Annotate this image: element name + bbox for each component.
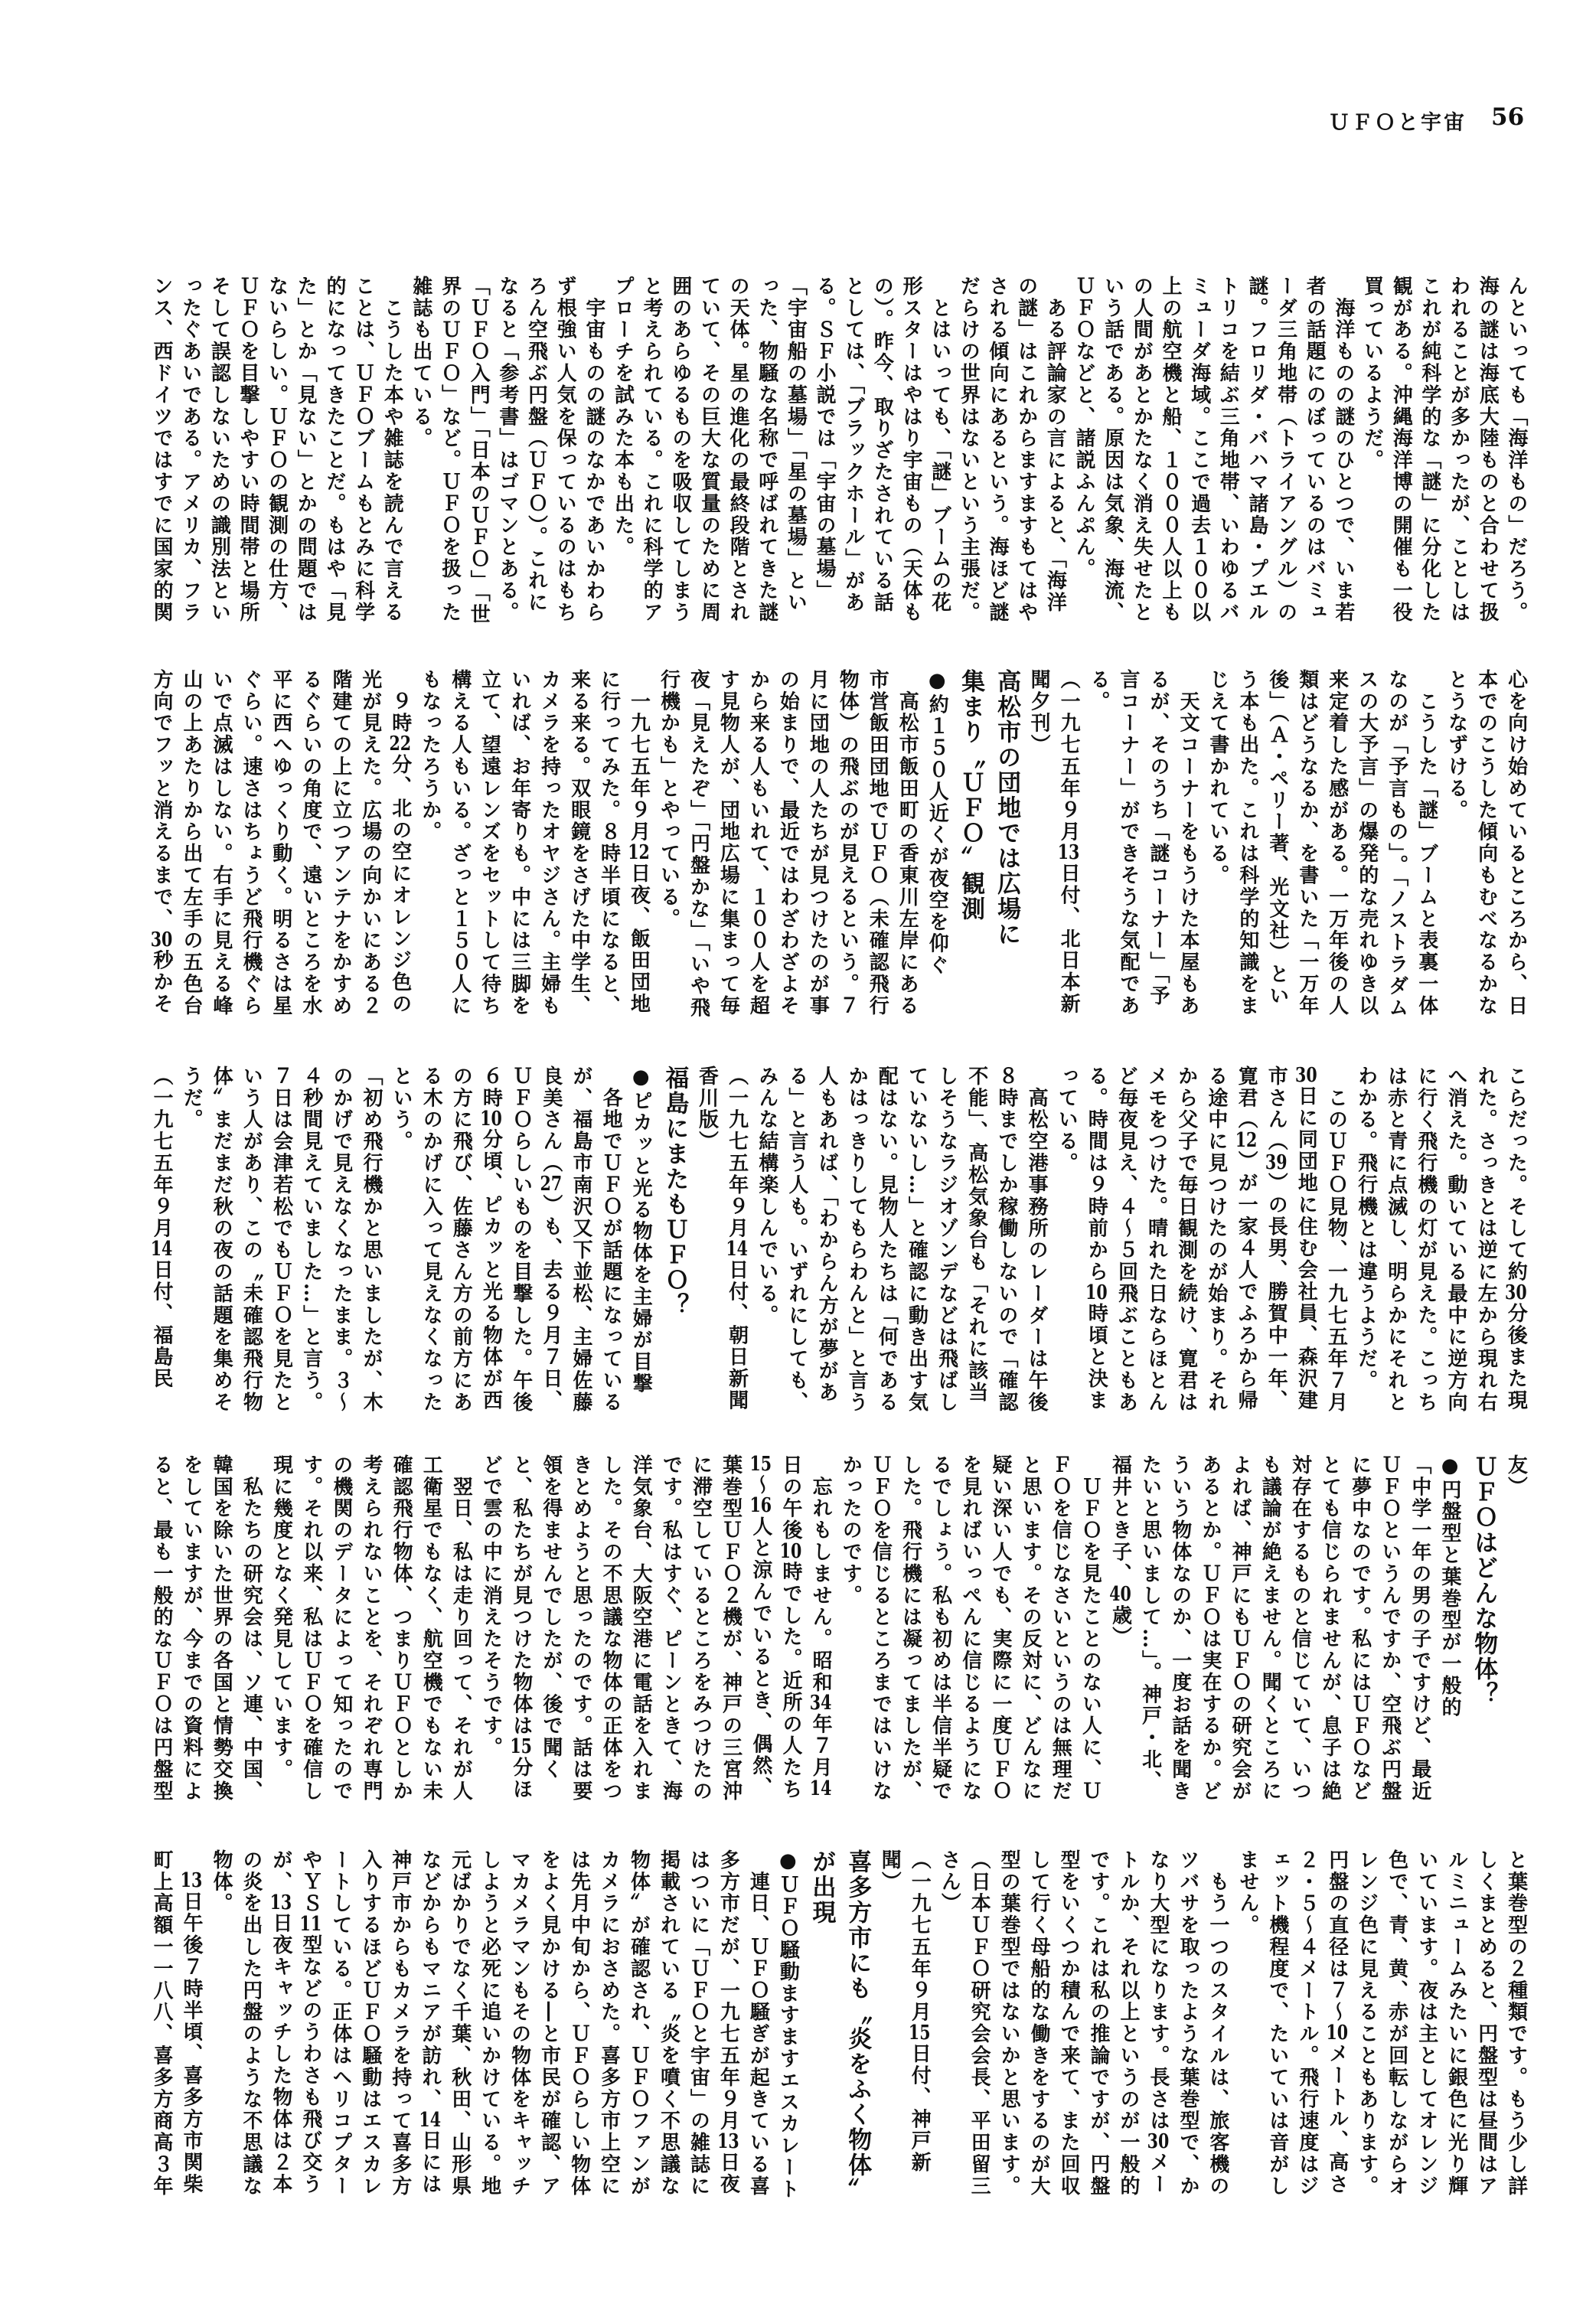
text-column: ●円盤型と葉巻型が一般的	[1438, 1454, 1462, 1718]
text-column: るでしょう。私も初めは半信半疑で	[929, 1454, 952, 1803]
text-column: す。それ以来、私はＵＦＯを確信し	[299, 1454, 323, 1803]
text-column: 来る来る。双眼鏡をさげた中学生、	[567, 669, 591, 1017]
text-column: 謎。フロリダ・バハマ諸島・プエル	[1245, 276, 1268, 624]
text-column: 葉巻型ＵＦＯ２機が、神戸の三宮沖	[719, 1454, 743, 1803]
number: 34	[809, 1693, 832, 1714]
text-column: ７日は会津若松でもＵＦＯを見たと	[269, 1065, 293, 1414]
text-column: る。	[1087, 669, 1111, 713]
number: 30	[150, 929, 173, 950]
number: 39	[1265, 1152, 1288, 1173]
text-column: る。時間は９時前から10時頃と決ま	[1085, 1065, 1108, 1411]
number: 14	[150, 1239, 173, 1260]
text-column: 30日に同団地に住む会社員、森沢建	[1294, 1065, 1318, 1411]
text-column: 物体〟が確認され、ＵＦＯファンが	[627, 1849, 651, 2198]
number: 30	[1505, 1283, 1527, 1303]
text-column: った、物騒な名称で呼ばれてきた謎	[755, 276, 778, 624]
text-column: ＵＦＯを目撃しやすい時間帯と場所	[236, 276, 259, 624]
text-column: トリコを結ぶ三角地帯、いわゆるバ	[1216, 276, 1240, 624]
text-column: なのが「予言もの」。「ノストラダム	[1385, 669, 1408, 1019]
text-column: はついに「ＵＦＯと宇宙」の雑誌に	[687, 1849, 710, 2198]
text-column: われることが多かったが、ことしは	[1447, 276, 1470, 624]
text-column: 現に幾度となく発見しています。	[269, 1454, 293, 1780]
text-column: ンス、西ドイツではすでに国家的関	[150, 276, 173, 624]
text-column: プローチを試みた本も出た。	[611, 276, 635, 559]
text-column: 聞夕刊）	[1027, 669, 1051, 756]
text-column: さん）	[938, 1849, 961, 1915]
number: 13	[717, 2132, 739, 2152]
text-column: としては、「ブラックホール」があ	[841, 276, 865, 614]
text-column: 本でのこうした傾向もむべなるかな	[1474, 669, 1498, 1017]
text-column: して行く母船的な働きをするのが大	[1027, 1849, 1051, 2198]
text-column: ことは、ＵＦＯブームもとみに科学	[351, 276, 375, 624]
text-column: う本も出た。これは科学的知識をま	[1235, 669, 1259, 1017]
text-column: 聞）	[878, 1849, 902, 1893]
text-column: マカメラマンもその物体をキャッチ	[508, 1849, 531, 2198]
text-column: だらけの世界はないという主張だ。	[957, 276, 981, 624]
section-heading: 喜多方市にも〝炎をふく物体〟	[844, 1849, 872, 2203]
number: 16	[749, 1496, 772, 1516]
text-column: る途中に見つけたのが始まり。それ	[1204, 1065, 1228, 1414]
text-column: す見物人が、団地広場に集まって毎	[716, 669, 740, 1017]
text-column: っている。	[1055, 1065, 1079, 1174]
number: 13	[269, 1892, 292, 1913]
text-column: ミューダ海域。ここで過去１００以	[1187, 276, 1211, 624]
text-column: るぐらいの角度で、遠いところを水	[299, 669, 322, 1017]
text-column: ９時22分、北の空にオレンジ色の	[388, 669, 412, 1016]
text-column: ど毎夜見え、４〜５回飛ぶこともあ	[1115, 1065, 1138, 1414]
text-column: しようと必死に追いかけている。地	[478, 1849, 501, 2198]
text-column: の）。昨今、取りざたされている話	[870, 276, 894, 614]
text-column: 形スターはやはり宇宙もの（天体も	[899, 276, 923, 624]
text-column: 確認飛行物体、つまりＵＦＯとしか	[390, 1454, 413, 1803]
text-column: が、福島市南沢又下並松、主婦佐藤	[569, 1065, 592, 1414]
text-column: 夜「見えたぞ」「円盤かな」「いや飛	[687, 669, 710, 1019]
number: 15	[510, 1737, 532, 1757]
text-column: ８時までしか稼働しないので「確認	[994, 1065, 1018, 1414]
text-column: 上の航空機と船、１０００人以上も	[1158, 276, 1182, 624]
text-column: なり大型になります。長さは30メー	[1146, 1849, 1170, 2196]
number: 13	[180, 1871, 203, 1891]
text-column: とうなずける。	[1444, 669, 1468, 821]
section-heading: 高松市の団地では広場に	[993, 669, 1021, 947]
text-column: 来定着した感がある。一万年後の人	[1325, 669, 1349, 1017]
text-column: んといっても「海洋もの」だろう。	[1504, 276, 1528, 624]
text-column: 配はない。見物人たちは「何である	[875, 1065, 899, 1414]
text-column: 者の話題にのぼっているのはバミュ	[1303, 276, 1327, 624]
text-column: に行く飛行機の灯が見えた。こっち	[1414, 1065, 1438, 1414]
text-column: ぐらい。速さはちょうど飛行機ぐら	[239, 669, 263, 1017]
text-column: から父子で毎日観測を続け、寛君は	[1174, 1065, 1198, 1414]
text-column: ると、最も一般的なＵＦＯは円盤型	[150, 1454, 173, 1803]
section-heading: が出現	[808, 1849, 836, 1925]
text-column: 的になってきたことだ。もはや「見	[322, 276, 346, 624]
text-column: 良美さん（27）も、去る９月７日、	[539, 1065, 563, 1411]
text-column: が、13日夜キャッチした物体は２本	[269, 1849, 292, 2196]
text-column: です。私はすぐ、ピーンときて、海	[659, 1454, 683, 1803]
text-column: 囲のあらゆるものを吸収してしまう	[668, 276, 692, 624]
text-column: 高松空港事務所のレーダーは午後	[1025, 1065, 1049, 1414]
text-column: のかげで見えなくなったまま。３〜	[329, 1065, 353, 1414]
text-column: 型の葉巻型ではないかと思います。	[997, 1849, 1021, 2198]
text-column: る」と言う人も。いずれにしても、	[785, 1065, 808, 1414]
text-column: 天文コーナーをもうけた本屋もあ	[1176, 669, 1199, 1017]
text-column: なると「参考書」はゴマンとある。	[495, 276, 519, 624]
text-column: スの大予言」の爆発的な売れゆき以	[1355, 669, 1379, 1017]
text-column: メモをつけた。晴れた日ならほとん	[1144, 1065, 1168, 1414]
section-heading: ＵＦＯはどんな物体？	[1470, 1454, 1498, 1707]
text-column: 洋気象台、大阪空港に電話を入れま	[629, 1454, 653, 1803]
text-column: じえて書かれている。	[1206, 669, 1229, 886]
text-column: した。飛行機には凝ってましたが、	[899, 1454, 922, 1803]
text-column: どで雲の中に消えたそうです。	[479, 1454, 503, 1759]
text-column: みんな結構楽しんでいる。	[755, 1065, 778, 1327]
text-column: そして誤認しないための識別法とい	[207, 276, 231, 624]
text-column: 買っているようだ。	[1360, 276, 1384, 472]
text-column: 市営飯田団地でＵＦＯ（未確認飛行	[866, 669, 889, 1017]
text-column: 忘れもしません。昭和34年７月14	[809, 1454, 833, 1799]
text-column: カメラを持ったオヤジさん。主婦も	[537, 669, 561, 1017]
text-column: よれば、神戸にもＵＦＯの研究会が	[1229, 1454, 1252, 1803]
text-column: ろん空飛ぶ円盤（ＵＦＯ）。これに	[524, 276, 548, 614]
text-column: も議論が絶えません。聞くところに	[1258, 1454, 1282, 1803]
number: 30	[1295, 1065, 1317, 1085]
number: 30	[1147, 2132, 1170, 2152]
text-column: ートしている。正体はヘリコプター	[328, 1849, 352, 2198]
text-column: 体〟まだまだ秋の夜の話題を集めそ	[210, 1065, 233, 1414]
text-column: るが、そのうち「謎コーナー」「予	[1146, 669, 1170, 1007]
number: 14	[419, 2110, 441, 2130]
text-column: る木のかげに入って見えなくなった	[419, 1065, 443, 1414]
text-column: をしていますが、今までの資料によ	[180, 1454, 204, 1803]
text-column: 言コーナー」ができそうな気配であ	[1117, 669, 1140, 1017]
text-column: このＵＦＯ見物、一九七五年７月	[1324, 1065, 1348, 1414]
text-column: いれば、お年寄りも。中には三脚を	[508, 669, 531, 1017]
text-column: と、私たちが見つけた物体は15分ほ	[509, 1454, 533, 1801]
text-column: 13日午後７時半頃、喜多方市関柴	[179, 1871, 203, 2196]
text-column: 構える人もいる。ざっと１５０人に	[448, 669, 472, 1017]
text-column: いで点滅はしない。右手に見える峰	[209, 669, 233, 1017]
text-column: 宇宙ものの謎のなかであいかわら	[582, 276, 605, 624]
text-column: 色で、青、黄、赤が回転しながらオ	[1385, 1849, 1408, 2198]
text-column: 行機かも」とやっている。	[657, 669, 681, 930]
text-column: 海の謎は海底大陸ものと合わせて扱	[1476, 276, 1500, 624]
text-column: 「初め飛行機かと思いましたが、木	[359, 1065, 383, 1414]
text-column: る。ＳＦ小説では「宇宙の墓場」	[813, 276, 837, 602]
text-column: ＵＦＯなどと、諸説ふんぷん。	[1072, 276, 1095, 580]
text-column: ●ＵＦＯ騒動ますますエスカレート	[776, 1849, 800, 2201]
text-column: ＦＯを信じなさいというのは無理だ	[1049, 1454, 1072, 1803]
number: 10	[779, 1541, 802, 1562]
text-column: へ消えた。動いている最中に逆方向	[1444, 1065, 1468, 1414]
text-column: ったぐあいである。アメリカ、フラ	[178, 276, 202, 624]
text-tier-4	[150, 1454, 1528, 1808]
text-column: に夢中なのです。私にはＵＦＯなど	[1348, 1454, 1372, 1803]
text-column: （一九七五年９月14日付、福島民	[150, 1065, 173, 1390]
text-column: うだ。	[180, 1065, 204, 1131]
text-column: ず根強い人気を保っているのはもち	[553, 276, 577, 624]
text-column: こらだった。そして約30分後また現	[1504, 1065, 1528, 1411]
text-tier-2	[150, 669, 1528, 1023]
text-column: ＵＦＯを信じるところまではいけな	[869, 1454, 893, 1803]
number: 10	[1326, 2023, 1349, 2044]
text-column: こうした「謎」ブームと表裏一体	[1415, 669, 1438, 1017]
number: 15	[749, 1454, 772, 1474]
text-column: ていないし…」と確認に動き出す気	[905, 1065, 929, 1414]
text-column: などからもマニアが訪れ、14日には	[418, 1849, 442, 2196]
text-column: 雑誌も出ている。	[409, 276, 432, 450]
text-column: ４秒間見えていました…」と言う。	[299, 1065, 323, 1414]
text-column: ●ピカッと光る物体を主婦が目撃	[629, 1065, 653, 1395]
text-column: をよく見かける―と市民が確認、ア	[537, 1849, 561, 2198]
text-column: 人もあれば、「わからん方が夢があ	[815, 1065, 839, 1404]
page-number: 56	[1491, 103, 1525, 131]
text-column: ６時10分頃、ピカッと光る物体が西	[479, 1065, 503, 1412]
text-column: 物体）の飛ぶのが見えるという。７	[836, 669, 860, 1017]
text-column: ＵＦＯを見たことのない人に、Ｕ	[1079, 1454, 1102, 1803]
number: 10	[1085, 1283, 1108, 1303]
text-column: に滞空しているところをみつけたの	[689, 1454, 713, 1803]
text-column: 光が見えた。広場の向かいにある２	[358, 669, 382, 1017]
text-column: 連日、ＵＦＯ騒ぎが起きている喜	[746, 1849, 770, 2198]
text-column: 後」（Ａ・ペリー著、光文社）とい	[1265, 669, 1289, 1007]
text-column: 領を得ませんでしたが、後で聞く	[539, 1454, 563, 1780]
text-column: ２・５〜４メートル。飛行速度はジ	[1295, 1849, 1319, 2198]
text-column: です。これは私の推論ですが、円盤	[1087, 1849, 1111, 2198]
text-column: 月に団地の人たちが見つけたのが事	[806, 669, 830, 1017]
text-column: 入りするほどＵＦＯ騒動はエスカレ	[358, 1849, 382, 2198]
text-column: 「宇宙船の墓場」「星の墓場」とい	[784, 276, 808, 614]
text-column: かったのです。	[839, 1454, 863, 1607]
text-column: の方に飛び、佐藤さん方の前方にあ	[449, 1065, 473, 1414]
text-column: かはっきりしてもらわんと」と言う	[845, 1065, 869, 1414]
text-column: ツバサを取ったような葉巻型で、か	[1176, 1849, 1199, 2198]
text-column: は先月中旬から、ＵＦＯらしい物体	[567, 1849, 591, 2198]
text-column: 各地でＵＦＯが話題になっている	[599, 1065, 623, 1414]
text-column: レンジ色に見えることもあります。	[1355, 1849, 1379, 2198]
text-column: た」とか「見ない」とかの問題では	[294, 276, 318, 624]
text-column: 疑い深い人でも、実際に一度ＵＦＯ	[988, 1454, 1012, 1803]
text-column: 物体。	[209, 1849, 233, 1915]
text-column: ●約１５０人近くが夜空を仰ぐ	[925, 669, 949, 977]
section-heading: 福島にまたもＵＦＯ？	[661, 1065, 689, 1318]
text-column: 平に西へゆっくり動く。明るさは星	[269, 669, 292, 1017]
text-column: 心を向け始めているところから、日	[1504, 669, 1528, 1017]
text-column: 友）	[1504, 1454, 1528, 1498]
text-column: から来る人もいれて、１００人を超	[746, 669, 770, 1017]
text-column: こうした本や雑誌を読んで言える	[380, 276, 404, 624]
text-column: の機関のデータによって知ったので	[329, 1454, 353, 1803]
running-header	[1329, 103, 1525, 135]
text-column: 工衛星でもなく、航空機でもない未	[419, 1454, 443, 1803]
number: 13	[1057, 843, 1080, 863]
text-column: 掲載されている〝炎を噴く不思議な	[657, 1849, 681, 2198]
number: 14	[726, 1239, 748, 1260]
text-column: 不能」、高松気象台も「それに該当	[964, 1065, 988, 1404]
text-column: 日の午後10時でした。近所の人たち	[778, 1454, 802, 1801]
text-column: 型をいくつか積んで来て、また回収	[1057, 1849, 1081, 2198]
text-column: とても信じられませんが、息子は絶	[1318, 1454, 1342, 1803]
text-column: 「中学一年の男の子ですけど、最近	[1408, 1454, 1431, 1803]
text-column: の炎を出した円盤のような不思議な	[239, 1849, 263, 2198]
text-column: ーダ三角地帯（トライアングル）の	[1274, 276, 1297, 624]
text-column: （一九七五年９月14日付、朝日新聞	[725, 1065, 749, 1412]
text-column: の始まりで、最近ではわざわざよそ	[776, 669, 800, 1017]
section-heading: 集まり〝ＵＦＯ〟観測	[957, 669, 985, 922]
text-column: 界のＵＦＯ」など。ＵＦＯを扱った	[438, 276, 462, 624]
text-column: 神戸市からもカメラを持って喜多方	[388, 1849, 412, 2198]
text-column: れた。さっきとは逆に左から現れ右	[1474, 1065, 1498, 1414]
text-column: 多方市だが、一九七五年９月13日夜	[716, 1849, 740, 2196]
number: 22	[389, 734, 412, 755]
text-column: ＵＦＯというんですか、空飛ぶ円盤	[1378, 1454, 1402, 1803]
text-tier-1	[150, 276, 1528, 629]
text-column: 一九七五年９月12日夜、飯田団地	[627, 669, 651, 1016]
text-column: しそうなラジオゾンデなどは飛ばし	[935, 1065, 958, 1414]
text-column: 円盤の直径は７〜10メートル、高さ	[1325, 1849, 1349, 2196]
text-column: の天体。星の進化の最終段階とされ	[726, 276, 750, 624]
number: 40	[1109, 1584, 1131, 1605]
text-column: しくまとめると、円盤型は昼間はア	[1474, 1849, 1498, 2198]
text-column: たいと思いまして…」。神戸・北、	[1138, 1454, 1162, 1793]
text-column: もう一つのスタイルは、旅客機の	[1206, 1849, 1229, 2198]
text-column: これが純科学的な「謎」に分化した	[1418, 276, 1441, 624]
text-column: 福井とき子、40歳）	[1108, 1454, 1132, 1649]
text-column: 山の上あたりから出て左手の五色台	[179, 669, 203, 1017]
text-column: と葉巻型の２種類です。もう少し詳	[1504, 1849, 1528, 2198]
text-column: 階建ての上に立つアンテナをかすめ	[328, 669, 352, 1017]
text-column: トルか、それ以上というのが一般的	[1117, 1849, 1140, 2198]
text-column: 考えられないことを、それぞれ専門	[359, 1454, 383, 1803]
text-column: ルミニュームみたいに銀色に光り輝	[1444, 1849, 1468, 2198]
text-column: ません。	[1235, 1849, 1259, 1937]
text-column: 市さん（39）の長男、勝賀中一年、	[1265, 1065, 1288, 1412]
text-column: いう人があり、この〝未確認飛行物	[240, 1065, 263, 1414]
text-column: と考えられている。これに科学的ア	[640, 276, 664, 624]
text-column: 類はどうなるか、を書いた「一万年	[1295, 669, 1319, 1017]
text-column: （日本ＵＦＯ研究会会長、平田留三	[968, 1849, 991, 2198]
text-column: 香川版）	[695, 1065, 719, 1153]
text-column: いう話である。原因は気象、海流、	[1101, 276, 1124, 624]
text-column: ていて、その巨大な質量のために周	[697, 276, 721, 624]
text-column: （一九七五年９月13日付、北日本新	[1057, 669, 1081, 1016]
text-column: 観がある。沖縄海洋博の開催も一役	[1389, 276, 1413, 624]
text-column: もなったろうか。	[418, 669, 442, 844]
text-column: に行ってみた。８時半頃になると、	[597, 669, 621, 1017]
text-column: 立て、望遠レンズをセットして待ち	[478, 669, 501, 1017]
text-column: 私たちの研究会は、ソ連、中国、	[240, 1454, 263, 1803]
text-column: カメラにおさめた。喜多方市上空に	[597, 1849, 621, 2198]
text-column: の人間があとかたなく消え失せたと	[1130, 276, 1154, 624]
running-header-title: ＵＦＯと宇宙	[1329, 111, 1467, 135]
text-column: 韓国を除いた世界の各国と情勢交換	[210, 1454, 233, 1803]
number: 12	[1235, 1131, 1258, 1151]
number: 15	[908, 2023, 931, 2044]
text-column: いています。夜は主としてオレンジ	[1415, 1849, 1438, 2198]
text-column: 対存在するものと信じていて、いつ	[1288, 1454, 1312, 1803]
text-column: と思います。その反対に、どんなに	[1019, 1454, 1043, 1803]
text-column: ある評論家の言によると、「海洋	[1043, 276, 1067, 614]
text-column: やＹＳ11型などのうわさも飛び交う	[299, 1849, 322, 2196]
text-tier-3	[150, 1065, 1528, 1419]
number: 11	[299, 1914, 322, 1935]
text-column: という。	[390, 1065, 413, 1153]
text-column: ないらしい。ＵＦＯの観測の仕方、	[265, 276, 289, 624]
text-column: の謎」はこれからますますもてはや	[1014, 276, 1038, 624]
text-column: 「ＵＦＯ入門」「日本のＵＦＯ」「世	[467, 276, 491, 625]
number: 14	[809, 1778, 832, 1799]
text-column: 町上高額一一八八、喜多方商高３年	[150, 1849, 173, 2198]
text-column: わかる。飛行機とは違うようだ。	[1354, 1065, 1378, 1392]
text-column: ういう物体なのか、一度お話を聞き	[1168, 1454, 1192, 1803]
text-column: 元ばかりでなく千葉、秋田、山形県	[448, 1849, 472, 2198]
text-column: 寛君（12）が一家４人でふろから帰	[1235, 1065, 1258, 1412]
text-column: ェット機程度で、たいていは音がし	[1265, 1849, 1289, 2198]
text-column: した。その不思議な物体の正体をつ	[599, 1454, 623, 1803]
text-column: きとめようと思ったのです。話は要	[569, 1454, 592, 1803]
number: 27	[540, 1174, 563, 1194]
text-column: 15〜16人と涼んでいるとき、偶然、	[749, 1454, 772, 1799]
text-column: （一九七五年９月15日付、神戸新	[908, 1849, 932, 2174]
text-column: される傾向にあるという。海ほど謎	[986, 276, 1010, 624]
number: 10	[480, 1108, 502, 1129]
text-tier-5	[150, 1849, 1528, 2203]
text-column: 翌日、私は走り回って、それが人	[449, 1454, 473, 1803]
text-column: 海洋ものの謎のひとつで、いま若	[1331, 276, 1355, 624]
number: 12	[628, 843, 650, 863]
text-column: とはいっても、「謎」ブームの花	[928, 276, 951, 614]
text-column: 方向でフッと消えるまで、30秒かそ	[150, 669, 173, 1016]
text-column: を見ればいっぺんに信じるようにな	[958, 1454, 982, 1803]
text-column: は赤と青に点滅し、明らかにそれと	[1384, 1065, 1408, 1414]
text-column: 高松市飯田町の香東川左岸にある	[896, 669, 919, 1017]
text-column: あるとか。ＵＦＯは実在するか。ど	[1198, 1454, 1222, 1803]
text-column: ＵＦＯらしいものを目撃した。午後	[509, 1065, 533, 1414]
